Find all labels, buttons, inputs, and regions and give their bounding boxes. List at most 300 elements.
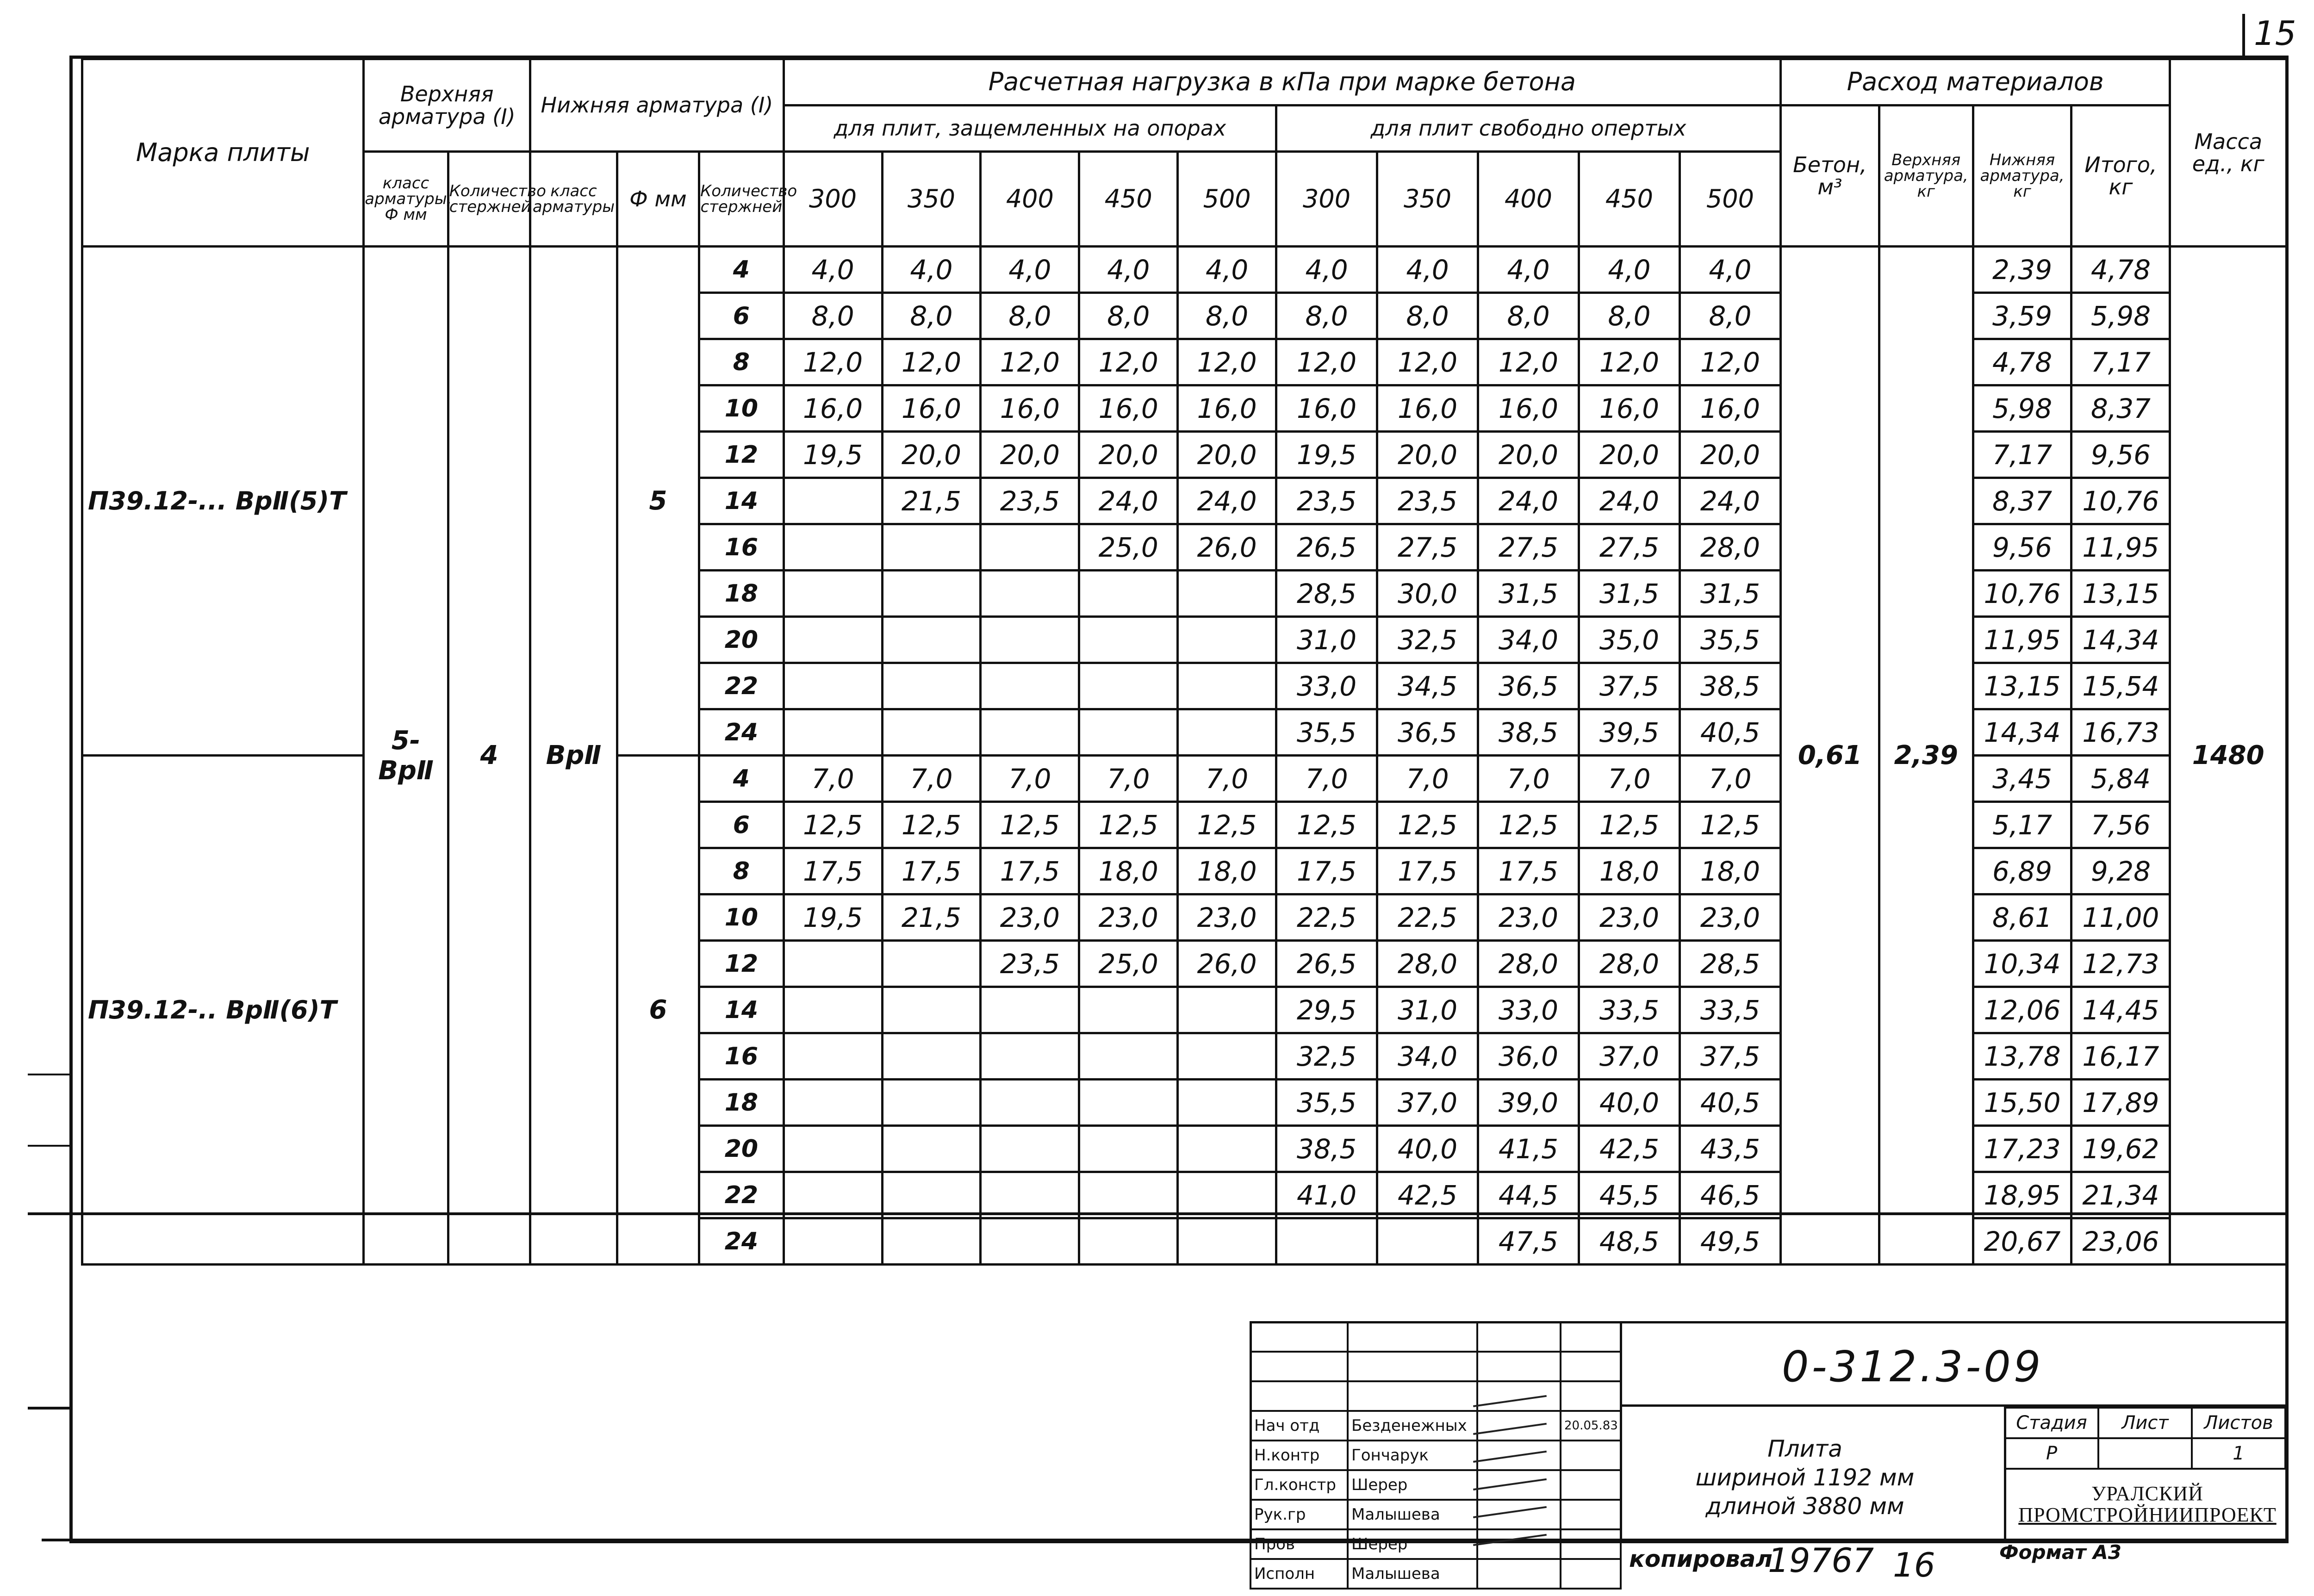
load-value [1079, 709, 1178, 756]
load-value: 28,0 [1478, 941, 1579, 987]
title-line: длиной 3880 мм [1705, 1493, 1904, 1520]
total-mass: 9,56 [2071, 432, 2170, 478]
load-value: 44,5 [1478, 1172, 1579, 1218]
signature-row [1250, 1411, 1621, 1441]
load-value: 23,5 [981, 941, 1079, 987]
load-value [784, 709, 882, 756]
role: Гл.констр [1250, 1470, 1348, 1500]
bottom-rebar-diameter: 6 [617, 756, 699, 1265]
load-value [1079, 617, 1178, 663]
total-mass: 14,34 [2071, 617, 2170, 663]
load-value: 48,5 [1579, 1218, 1680, 1265]
load-value: 22,5 [1377, 894, 1478, 941]
bottom-rebar-mass: 4,78 [1973, 339, 2071, 385]
rod-count: 18 [699, 571, 784, 617]
load-value: 37,0 [1377, 1080, 1478, 1126]
load-value: 20,0 [981, 432, 1079, 478]
document-number: 0-312.3-09 [1782, 1342, 2044, 1391]
load-value [1178, 987, 1276, 1033]
load-value: 28,5 [1680, 941, 1780, 987]
total-mass: 8,37 [2071, 385, 2170, 432]
load-value [1079, 987, 1178, 1033]
load-value: 4,0 [1680, 247, 1780, 293]
load-value: 40,5 [1680, 1080, 1780, 1126]
rod-count: 6 [699, 293, 784, 339]
top-rebar-mass: 2,39 [1879, 247, 1973, 1265]
bottom-rebar-mass: 15,50 [1973, 1080, 2071, 1126]
load-value: 16,0 [882, 385, 981, 432]
load-value: 12,5 [1079, 802, 1178, 848]
header-grade: 450 [1079, 152, 1178, 247]
load-value: 18,0 [1680, 848, 1780, 894]
stage-table [2004, 1407, 2286, 1470]
load-value [1178, 709, 1276, 756]
signature-table [1250, 1321, 1622, 1590]
load-value: 21,5 [882, 478, 981, 524]
drawing-title [1666, 1435, 1944, 1521]
load-value: 18,0 [1579, 848, 1680, 894]
binding-stamp [28, 1074, 71, 1147]
load-value: 4,0 [1178, 247, 1276, 293]
header-phi: Ф мм [617, 152, 699, 247]
header-grade: 450 [1579, 152, 1680, 247]
load-value: 46,5 [1680, 1172, 1780, 1218]
load-value: 23,0 [1178, 894, 1276, 941]
bottom-rebar-mass: 13,78 [1973, 1033, 2071, 1080]
load-value [784, 1033, 882, 1080]
bottom-rebar-diameter: 5 [617, 247, 699, 756]
bottom-rebar-mass: 12,06 [1973, 987, 2071, 1033]
load-value [981, 617, 1079, 663]
load-value [1276, 1218, 1377, 1265]
load-value [981, 571, 1079, 617]
load-value: 33,0 [1478, 987, 1579, 1033]
load-value: 42,5 [1579, 1126, 1680, 1172]
load-value [1178, 571, 1276, 617]
load-value: 8,0 [981, 293, 1079, 339]
load-value: 8,0 [882, 293, 981, 339]
load-value: 7,0 [1377, 756, 1478, 802]
load-value [981, 524, 1079, 571]
load-value: 4,0 [1079, 247, 1178, 293]
load-value: 7,0 [981, 756, 1079, 802]
bottom-rebar-mass: 13,15 [1973, 663, 2071, 709]
load-value: 12,0 [1079, 339, 1178, 385]
bottom-rebar-mass: 17,23 [1973, 1126, 2071, 1172]
load-value: 4,0 [1579, 247, 1680, 293]
header-free: для плит свободно опертых [1276, 106, 1781, 152]
load-value: 34,0 [1478, 617, 1579, 663]
load-value [882, 571, 981, 617]
binding-line [28, 1212, 72, 1215]
load-value [981, 1172, 1079, 1218]
load-value: 7,0 [1276, 756, 1377, 802]
header-load: Расчетная нагрузка в кПа при марке бетона [784, 59, 1780, 106]
header-grade: 400 [1478, 152, 1579, 247]
header-bottom-rebar-kg: Нижняя арматура, кг [1973, 106, 2071, 247]
rod-count: 24 [699, 709, 784, 756]
load-value: 27,5 [1377, 524, 1478, 571]
rod-count: 14 [699, 478, 784, 524]
bottom-rebar-mass: 7,17 [1973, 432, 2071, 478]
rod-count: 10 [699, 894, 784, 941]
load-value: 4,0 [784, 247, 882, 293]
page-number-rule [2242, 14, 2245, 60]
rod-count: 4 [699, 756, 784, 802]
load-value [882, 617, 981, 663]
load-value: 17,5 [784, 848, 882, 894]
load-value [882, 709, 981, 756]
load-value: 12,0 [882, 339, 981, 385]
role: Нач отд [1250, 1411, 1348, 1441]
load-value: 49,5 [1680, 1218, 1780, 1265]
header-concrete: Бетон, м³ [1780, 106, 1879, 247]
load-value: 35,0 [1579, 617, 1680, 663]
load-value: 20,0 [1377, 432, 1478, 478]
load-value: 31,5 [1478, 571, 1579, 617]
bottom-rebar-mass: 20,67 [1973, 1218, 2071, 1265]
load-value: 7,0 [1079, 756, 1178, 802]
total-mass: 7,17 [2071, 339, 2170, 385]
load-value: 16,0 [1680, 385, 1780, 432]
bottom-rebar-mass: 5,98 [1973, 385, 2071, 432]
load-table [81, 58, 2288, 1266]
title-line: Плита [1767, 1435, 1842, 1462]
load-value [1178, 663, 1276, 709]
load-value: 33,0 [1276, 663, 1377, 709]
page-number: 15 [2254, 14, 2296, 53]
load-value [784, 941, 882, 987]
load-value: 41,5 [1478, 1126, 1579, 1172]
total-mass: 5,98 [2071, 293, 2170, 339]
total-mass: 4,78 [2071, 247, 2170, 293]
load-value: 12,0 [784, 339, 882, 385]
rod-count: 16 [699, 524, 784, 571]
load-value: 20,0 [1079, 432, 1178, 478]
total-mass: 16,17 [2071, 1033, 2170, 1080]
load-value: 12,5 [981, 802, 1079, 848]
load-value: 23,0 [1478, 894, 1579, 941]
rod-count: 12 [699, 432, 784, 478]
load-value: 21,5 [882, 894, 981, 941]
load-value [784, 1126, 882, 1172]
header-materials: Расход материалов [1780, 59, 2170, 106]
header-class-rebar: класс арматуры, Ф мм [364, 152, 448, 247]
load-value: 18,0 [1079, 848, 1178, 894]
load-value: 23,5 [981, 478, 1079, 524]
bottom-rebar-mass: 5,17 [1973, 802, 2071, 848]
load-value: 31,0 [1377, 987, 1478, 1033]
load-value [1178, 1080, 1276, 1126]
bottom-rebar-mass: 8,37 [1973, 478, 2071, 524]
load-value: 28,0 [1377, 941, 1478, 987]
load-value [784, 478, 882, 524]
load-value [882, 663, 981, 709]
load-value: 32,5 [1276, 1033, 1377, 1080]
signature-row [1250, 1381, 1621, 1411]
load-value: 16,0 [1377, 385, 1478, 432]
sheet-header: Лист [2098, 1408, 2192, 1438]
rod-count: 10 [699, 385, 784, 432]
name: Шерер [1348, 1470, 1477, 1500]
load-value: 16,0 [1478, 385, 1579, 432]
load-value [1079, 1033, 1178, 1080]
title-line: шириной 1192 мм [1695, 1464, 1915, 1491]
load-value: 7,0 [1178, 756, 1276, 802]
load-value: 34,5 [1377, 663, 1478, 709]
load-value: 8,0 [1079, 293, 1178, 339]
total-mass: 12,73 [2071, 941, 2170, 987]
load-value: 20,0 [1178, 432, 1276, 478]
load-value [1079, 571, 1178, 617]
load-value: 17,5 [1276, 848, 1377, 894]
sheet-bottom-rule [42, 1539, 2289, 1541]
load-value: 17,5 [882, 848, 981, 894]
load-value [981, 663, 1079, 709]
load-value: 4,0 [981, 247, 1079, 293]
total-mass: 5,84 [2071, 756, 2170, 802]
load-value: 26,0 [1178, 524, 1276, 571]
load-value: 18,0 [1178, 848, 1276, 894]
load-value: 19,5 [1276, 432, 1377, 478]
load-value: 40,0 [1579, 1080, 1680, 1126]
load-value [1178, 1218, 1276, 1265]
rod-count: 6 [699, 802, 784, 848]
load-value: 23,5 [1377, 478, 1478, 524]
total-mass: 21,34 [2071, 1172, 2170, 1218]
load-value: 24,0 [1579, 478, 1680, 524]
bottom-rebar-mass: 3,59 [1973, 293, 2071, 339]
bottom-rebar-mass: 14,34 [1973, 709, 2071, 756]
load-value: 12,0 [1579, 339, 1680, 385]
load-value: 12,5 [784, 802, 882, 848]
rod-count: 20 [699, 617, 784, 663]
rod-count: 14 [699, 987, 784, 1033]
load-value: 26,5 [1276, 941, 1377, 987]
load-value: 35,5 [1276, 1080, 1377, 1126]
total-mass: 11,00 [2071, 894, 2170, 941]
load-value [784, 571, 882, 617]
load-value [1079, 663, 1178, 709]
header-grade: 400 [981, 152, 1079, 247]
organization-stamp [2009, 1483, 2286, 1526]
total-mass: 15,54 [2071, 663, 2170, 709]
header-grade: 300 [1276, 152, 1377, 247]
load-value [1178, 617, 1276, 663]
sheet-number: 16 [1893, 1546, 1935, 1584]
load-value: 35,5 [1276, 709, 1377, 756]
load-value: 20,0 [882, 432, 981, 478]
load-value: 29,5 [1276, 987, 1377, 1033]
bottom-rebar-mass: 11,95 [1973, 617, 2071, 663]
header-grade: 500 [1680, 152, 1780, 247]
role: Исполн [1250, 1559, 1348, 1589]
load-value [981, 987, 1079, 1033]
load-value [882, 987, 981, 1033]
load-value [784, 524, 882, 571]
load-value [1079, 1172, 1178, 1218]
header-grade: 350 [882, 152, 981, 247]
rod-count: 22 [699, 1172, 784, 1218]
load-value: 33,5 [1579, 987, 1680, 1033]
load-value [784, 1080, 882, 1126]
load-value: 4,0 [1478, 247, 1579, 293]
bottom-rebar-mass: 3,45 [1973, 756, 2071, 802]
load-value: 32,5 [1377, 617, 1478, 663]
load-value: 16,0 [1276, 385, 1377, 432]
load-value [1079, 1126, 1178, 1172]
load-value: 36,0 [1478, 1033, 1579, 1080]
top-rebar-count: 4 [448, 247, 530, 1265]
header-grade: 500 [1178, 152, 1276, 247]
load-value: 26,0 [1178, 941, 1276, 987]
load-value: 24,0 [1079, 478, 1178, 524]
slab-mark: П39.12-.. ВрⅡ(6)Т [82, 756, 364, 1265]
load-value: 38,5 [1680, 663, 1780, 709]
load-value: 25,0 [1079, 941, 1178, 987]
load-value [882, 524, 981, 571]
load-value [981, 709, 1079, 756]
signature-row [1250, 1322, 1621, 1352]
load-value: 40,5 [1680, 709, 1780, 756]
load-value: 30,0 [1377, 571, 1478, 617]
header-clamped: для плит, защемленных на опорах [784, 106, 1276, 152]
slab-mark: П39.12-... ВрⅡ(5)Т [82, 247, 364, 756]
bottom-rebar-mass: 2,39 [1973, 247, 2071, 293]
load-value [1079, 1080, 1178, 1126]
sheet-value [2098, 1438, 2192, 1469]
rod-count: 22 [699, 663, 784, 709]
copy-number: 19767 [1768, 1541, 1874, 1580]
load-value: 17,5 [1377, 848, 1478, 894]
load-value: 38,5 [1276, 1126, 1377, 1172]
load-value: 31,5 [1680, 571, 1780, 617]
role: Рук.гр [1250, 1500, 1348, 1529]
load-value: 16,0 [1178, 385, 1276, 432]
load-value: 7,0 [1478, 756, 1579, 802]
signature-row [1250, 1529, 1621, 1559]
signature-row [1250, 1441, 1621, 1470]
name: Малышева [1348, 1559, 1477, 1589]
total-mass: 19,62 [2071, 1126, 2170, 1172]
total-mass: 13,15 [2071, 571, 2170, 617]
load-value: 23,5 [1276, 478, 1377, 524]
load-value: 19,5 [784, 432, 882, 478]
load-value: 8,0 [1579, 293, 1680, 339]
load-value: 25,0 [1079, 524, 1178, 571]
header-top-rebar-kg: Верхняя арматура, кг [1879, 106, 1973, 247]
load-value: 37,5 [1680, 1033, 1780, 1080]
rod-count: 24 [699, 1218, 784, 1265]
load-value: 27,5 [1478, 524, 1579, 571]
format-label: Формат А3 [1999, 1541, 2121, 1564]
table-row [82, 247, 2287, 293]
load-value: 16,0 [981, 385, 1079, 432]
load-value: 24,0 [1680, 478, 1780, 524]
total-mass: 17,89 [2071, 1080, 2170, 1126]
rod-count: 20 [699, 1126, 784, 1172]
header-class-rebar-2: класс арматуры [530, 152, 617, 247]
load-value: 12,0 [981, 339, 1079, 385]
load-value: 28,0 [1680, 524, 1780, 571]
load-value: 4,0 [1276, 247, 1377, 293]
load-value: 33,5 [1680, 987, 1780, 1033]
load-value: 23,0 [1079, 894, 1178, 941]
load-value: 8,0 [1377, 293, 1478, 339]
signature-cell [1477, 1559, 1561, 1589]
load-value: 8,0 [784, 293, 882, 339]
unit-mass: 1480 [2170, 247, 2287, 1265]
name: Шерер [1348, 1529, 1477, 1559]
load-value: 12,5 [1680, 802, 1780, 848]
load-value: 12,5 [1478, 802, 1579, 848]
header-mass: Масса ед., кг [2170, 59, 2287, 247]
load-value: 22,5 [1276, 894, 1377, 941]
load-value: 17,5 [981, 848, 1079, 894]
load-value: 12,0 [1178, 339, 1276, 385]
load-value: 4,0 [1377, 247, 1478, 293]
load-value [1178, 1033, 1276, 1080]
load-value: 39,0 [1478, 1080, 1579, 1126]
load-value: 24,0 [1178, 478, 1276, 524]
load-value: 27,5 [1579, 524, 1680, 571]
load-value [981, 1080, 1079, 1126]
total-mass: 7,56 [2071, 802, 2170, 848]
rod-count: 18 [699, 1080, 784, 1126]
org-line: УРАЛСКИЙ [2091, 1482, 2203, 1505]
total-mass: 10,76 [2071, 478, 2170, 524]
header-bottom-rebar: Нижняя арматура (I) [530, 59, 784, 152]
rod-count: 12 [699, 941, 784, 987]
load-value: 4,0 [882, 247, 981, 293]
load-value [1178, 1126, 1276, 1172]
load-value: 34,0 [1377, 1033, 1478, 1080]
stage-header: Стадия [2005, 1408, 2098, 1438]
load-value [784, 987, 882, 1033]
bottom-rebar-mass: 10,76 [1973, 571, 2071, 617]
load-value: 28,5 [1276, 571, 1377, 617]
header-grade: 300 [784, 152, 882, 247]
load-value [1178, 1172, 1276, 1218]
load-value: 12,5 [1178, 802, 1276, 848]
load-value: 47,5 [1478, 1218, 1579, 1265]
header-top-rebar: Верхняя арматура (I) [364, 59, 530, 152]
bottom-rebar-mass: 8,61 [1973, 894, 2071, 941]
header-count-rods-2: Количество стержней [699, 152, 784, 247]
role: Пров [1250, 1529, 1348, 1559]
load-value: 12,5 [882, 802, 981, 848]
load-value: 17,5 [1478, 848, 1579, 894]
table-body [82, 247, 2287, 1265]
load-value: 12,0 [1276, 339, 1377, 385]
load-value [784, 1218, 882, 1265]
bottom-rebar-class: ВрⅡ [530, 247, 617, 1265]
copied-label: копировал [1629, 1546, 1773, 1572]
bottom-rebar-mass: 18,95 [1973, 1172, 2071, 1218]
header-count-rods: Количество стержней [448, 152, 530, 247]
load-value: 38,5 [1478, 709, 1579, 756]
load-value: 39,5 [1579, 709, 1680, 756]
role: Н.контр [1250, 1441, 1348, 1470]
signature-row [1250, 1559, 1621, 1589]
load-value: 31,0 [1276, 617, 1377, 663]
load-value [1377, 1218, 1478, 1265]
stage-value: Р [2005, 1438, 2098, 1469]
rod-count: 8 [699, 848, 784, 894]
top-rebar-class: 5-ВрⅡ [364, 247, 448, 1265]
load-value [784, 617, 882, 663]
load-value: 36,5 [1377, 709, 1478, 756]
